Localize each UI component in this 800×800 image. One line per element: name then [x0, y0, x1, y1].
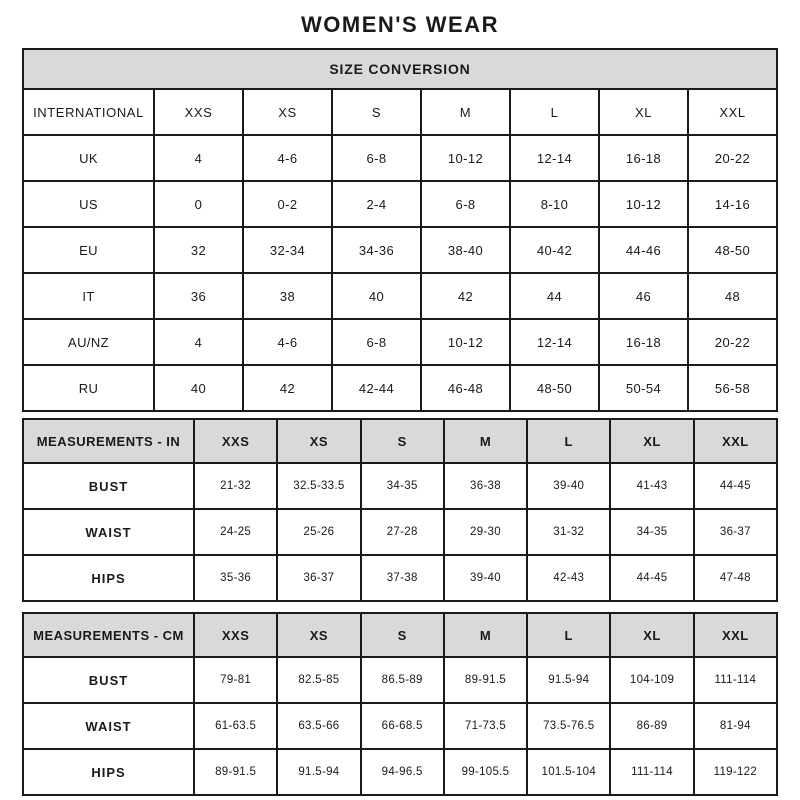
table-row-hips	[23, 555, 777, 601]
measurements-in-table	[22, 418, 778, 602]
table-cell: 10-12	[421, 319, 510, 365]
table-cell: 119-122	[694, 749, 777, 795]
row-label: WAIST	[23, 703, 194, 749]
measurements-cm-title: MEASUREMENTS - CM	[23, 613, 194, 657]
table-cell: 14-16	[688, 181, 777, 227]
measurements-in-title: MEASUREMENTS - IN	[23, 419, 194, 463]
table-cell: 50-54	[599, 365, 688, 411]
table-cell: 4	[154, 319, 243, 365]
row-label: RU	[23, 365, 154, 411]
column-header-row	[23, 613, 777, 657]
column-header-xxs: XXS	[194, 419, 277, 463]
table-cell: 56-58	[688, 365, 777, 411]
table-cell: 21-32	[194, 463, 277, 509]
table-cell: 101.5-104	[527, 749, 610, 795]
table-cell: 111-114	[610, 749, 693, 795]
table-cell: 48	[688, 273, 777, 319]
column-header-xxl: XXL	[694, 613, 777, 657]
row-label: WAIST	[23, 509, 194, 555]
table-cell: 34-35	[610, 509, 693, 555]
table-cell: 91.5-94	[527, 657, 610, 703]
row-label: US	[23, 181, 154, 227]
table-cell: 46	[599, 273, 688, 319]
column-header-xxs: XXS	[154, 89, 243, 135]
row-label: HIPS	[23, 555, 194, 601]
row-label: AU/NZ	[23, 319, 154, 365]
table-row-bust	[23, 657, 777, 703]
table-cell: 79-81	[194, 657, 277, 703]
table-cell: 44-46	[599, 227, 688, 273]
table-cell: 89-91.5	[194, 749, 277, 795]
table-cell: 61-63.5	[194, 703, 277, 749]
table-cell: 29-30	[444, 509, 527, 555]
table-cell: 36-37	[694, 509, 777, 555]
table-cell: 34-35	[361, 463, 444, 509]
size-conversion-table	[22, 48, 778, 412]
table-cell: 4-6	[243, 319, 332, 365]
table-cell: 6-8	[332, 319, 421, 365]
column-header-xxl: XXL	[694, 419, 777, 463]
table-cell: 2-4	[332, 181, 421, 227]
table-cell: 32	[154, 227, 243, 273]
table-cell: 36-37	[277, 555, 360, 601]
table-cell: 39-40	[444, 555, 527, 601]
table-cell: 44	[510, 273, 599, 319]
table-cell: 16-18	[599, 135, 688, 181]
table-cell: 94-96.5	[361, 749, 444, 795]
row-label: IT	[23, 273, 154, 319]
table-cell: 86-89	[610, 703, 693, 749]
table-cell: 40	[154, 365, 243, 411]
table-cell: 66-68.5	[361, 703, 444, 749]
table-row-uk	[23, 135, 777, 181]
table-cell: 36	[154, 273, 243, 319]
column-header-s: S	[361, 419, 444, 463]
table-cell: 8-10	[510, 181, 599, 227]
row-label: BUST	[23, 463, 194, 509]
column-header-row	[23, 89, 777, 135]
table-cell: 12-14	[510, 319, 599, 365]
table-cell: 34-36	[332, 227, 421, 273]
table-cell: 38-40	[421, 227, 510, 273]
row-label: UK	[23, 135, 154, 181]
table-cell: 6-8	[421, 181, 510, 227]
table-cell: 73.5-76.5	[527, 703, 610, 749]
page-title: WOMEN'S WEAR	[301, 12, 499, 37]
table-cell: 27-28	[361, 509, 444, 555]
column-header-l: L	[527, 613, 610, 657]
table-cell: 32-34	[243, 227, 332, 273]
table-cell: 81-94	[694, 703, 777, 749]
column-header-xl: XL	[610, 613, 693, 657]
table-cell: 10-12	[421, 135, 510, 181]
table-cell: 111-114	[694, 657, 777, 703]
table-cell: 35-36	[194, 555, 277, 601]
table-cell: 38	[243, 273, 332, 319]
column-header-s: S	[361, 613, 444, 657]
table-row-us	[23, 181, 777, 227]
table-cell: 20-22	[688, 135, 777, 181]
column-header-m: M	[421, 89, 510, 135]
table-cell: 89-91.5	[444, 657, 527, 703]
table-cell: 63.5-66	[277, 703, 360, 749]
table-cell: 24-25	[194, 509, 277, 555]
table-cell: 39-40	[527, 463, 610, 509]
table-row-ru	[23, 365, 777, 411]
table-cell: 40-42	[510, 227, 599, 273]
table-cell: 4-6	[243, 135, 332, 181]
column-header-row	[23, 419, 777, 463]
table-cell: 36-38	[444, 463, 527, 509]
table-cell: 25-26	[277, 509, 360, 555]
table-row-hips	[23, 749, 777, 795]
column-header-xl: XL	[599, 89, 688, 135]
table-cell: 42	[421, 273, 510, 319]
table-row-waist	[23, 703, 777, 749]
table-row-eu	[23, 227, 777, 273]
table-cell: 47-48	[694, 555, 777, 601]
column-header-l: L	[510, 89, 599, 135]
table-cell: 82.5-85	[277, 657, 360, 703]
table-cell: 86.5-89	[361, 657, 444, 703]
measurements-cm-table	[22, 612, 778, 796]
table-cell: 37-38	[361, 555, 444, 601]
column-header-xs: XS	[277, 613, 360, 657]
table-cell: 104-109	[610, 657, 693, 703]
table-cell: 0-2	[243, 181, 332, 227]
table-cell: 44-45	[610, 555, 693, 601]
column-header-xxl: XXL	[688, 89, 777, 135]
table-row-bust	[23, 463, 777, 509]
table-cell: 40	[332, 273, 421, 319]
column-header-xs: XS	[277, 419, 360, 463]
column-header-xxs: XXS	[194, 613, 277, 657]
table-row-aunz	[23, 319, 777, 365]
table-cell: 44-45	[694, 463, 777, 509]
table-cell: 20-22	[688, 319, 777, 365]
table-cell: 41-43	[610, 463, 693, 509]
table-cell: 48-50	[688, 227, 777, 273]
column-header-international: INTERNATIONAL	[23, 89, 154, 135]
table-cell: 16-18	[599, 319, 688, 365]
table-cell: 71-73.5	[444, 703, 527, 749]
table-cell: 12-14	[510, 135, 599, 181]
table-banner-row	[23, 49, 777, 89]
table-cell: 32.5-33.5	[277, 463, 360, 509]
size-conversion-title: SIZE CONVERSION	[23, 49, 777, 89]
table-cell: 31-32	[527, 509, 610, 555]
table-cell: 48-50	[510, 365, 599, 411]
column-header-m: M	[444, 613, 527, 657]
table-cell: 4	[154, 135, 243, 181]
table-cell: 42-44	[332, 365, 421, 411]
row-label: EU	[23, 227, 154, 273]
column-header-xs: XS	[243, 89, 332, 135]
row-label: HIPS	[23, 749, 194, 795]
column-header-s: S	[332, 89, 421, 135]
table-cell: 99-105.5	[444, 749, 527, 795]
column-header-xl: XL	[610, 419, 693, 463]
table-row-waist	[23, 509, 777, 555]
row-label: BUST	[23, 657, 194, 703]
table-cell: 91.5-94	[277, 749, 360, 795]
table-cell: 42	[243, 365, 332, 411]
table-cell: 46-48	[421, 365, 510, 411]
table-cell: 10-12	[599, 181, 688, 227]
table-cell: 42-43	[527, 555, 610, 601]
column-header-m: M	[444, 419, 527, 463]
table-cell: 6-8	[332, 135, 421, 181]
table-row-it	[23, 273, 777, 319]
column-header-l: L	[527, 419, 610, 463]
table-cell: 0	[154, 181, 243, 227]
